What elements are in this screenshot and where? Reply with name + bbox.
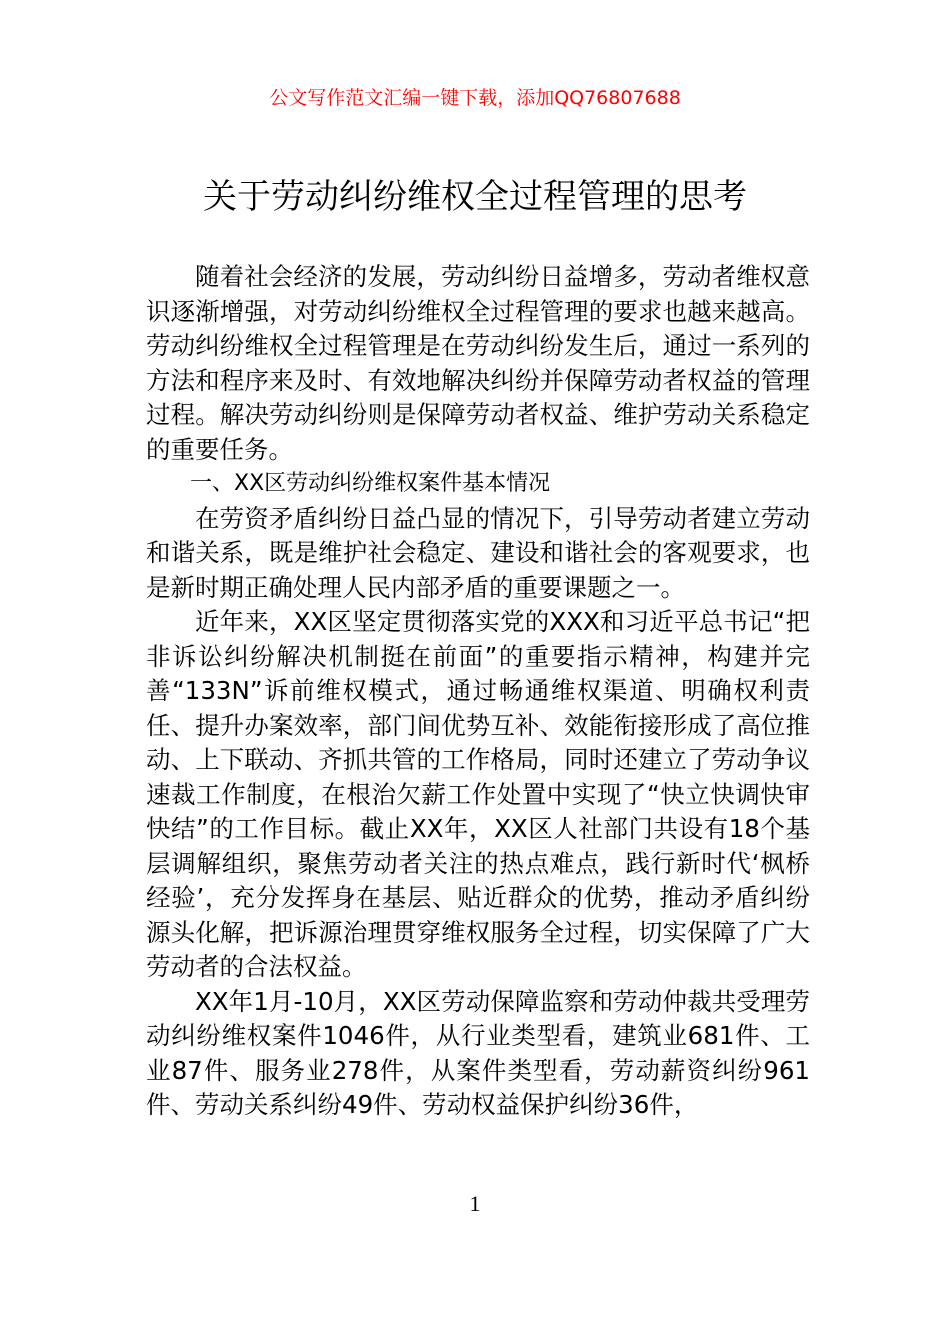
download-notice: 公文写作范文汇编一键下载，添加QQ76807688 <box>269 87 681 109</box>
paragraph: 近年来，XX区坚定贯彻落实党的XXX和习近平总书记“把非诉讼纠纷解决机制挺在前面”的重要指示精神，构建并完善“133N”诉前维权模式，通过畅通维权渠道、明确权利责任、提升办案效率，部门间优势互补、效能衔接形成了高位推动、上下联动、齐抓共管的工作格局，同时还建立了劳动争议速裁工作制度，在根治欠薪工作处置中实现了“快立快调快审快结”的工作目标。截止XX年，XX区人社部门共设有18个基层调解组织，聚焦劳动者关注的热点难点，践行新时代‘枫桥经验’，充分发挥身在基层、贴近群众的优势，推动矛盾纠纷源头化解，把诉源治理贯穿维权服务全过程，切实保障了广大劳动者的合法权益。 <box>146 607 810 981</box>
paragraph: 在劳资矛盾纠纷日益凸显的情况下，引导劳动者建立劳动和谐关系，既是维护社会稳定、建设和谐社会的客观要求，也是新时期正确处理人民内部矛盾的重要课题之一。 <box>146 503 810 602</box>
document-body <box>146 260 810 1123</box>
page-title: 关于劳动纠纷维权全过程管理的思考 <box>203 177 747 217</box>
paragraph-intro: 随着社会经济的发展，劳动纠纷日益增多，劳动者维权意识逐渐增强，对劳动纠纷维权全过程管理的要求也越来越高。劳动纠纷维权全过程管理是在劳动纠纷发生后，通过一系列的方法和程序来及时、有效地解决纠纷并保障劳动者权益的管理过程。解决劳动纠纷则是保障劳动者权益、维护劳动关系稳定的重要任务。 <box>146 262 810 464</box>
section-heading: 一、XX区劳动纠纷维权案件基本情况 <box>190 471 551 496</box>
page-number: 1 <box>469 1191 481 1216</box>
paragraph: XX年1月-10月，XX区劳动保障监察和劳动仲裁共受理劳动纠纷维权案件1046件，从行业类型看，建筑业681件、工业87件、服务业278件，从案件类型看，劳动薪资纠纷961件、劳动关系纠纷49件、劳动权益保护纠纷36件， <box>146 986 810 1119</box>
